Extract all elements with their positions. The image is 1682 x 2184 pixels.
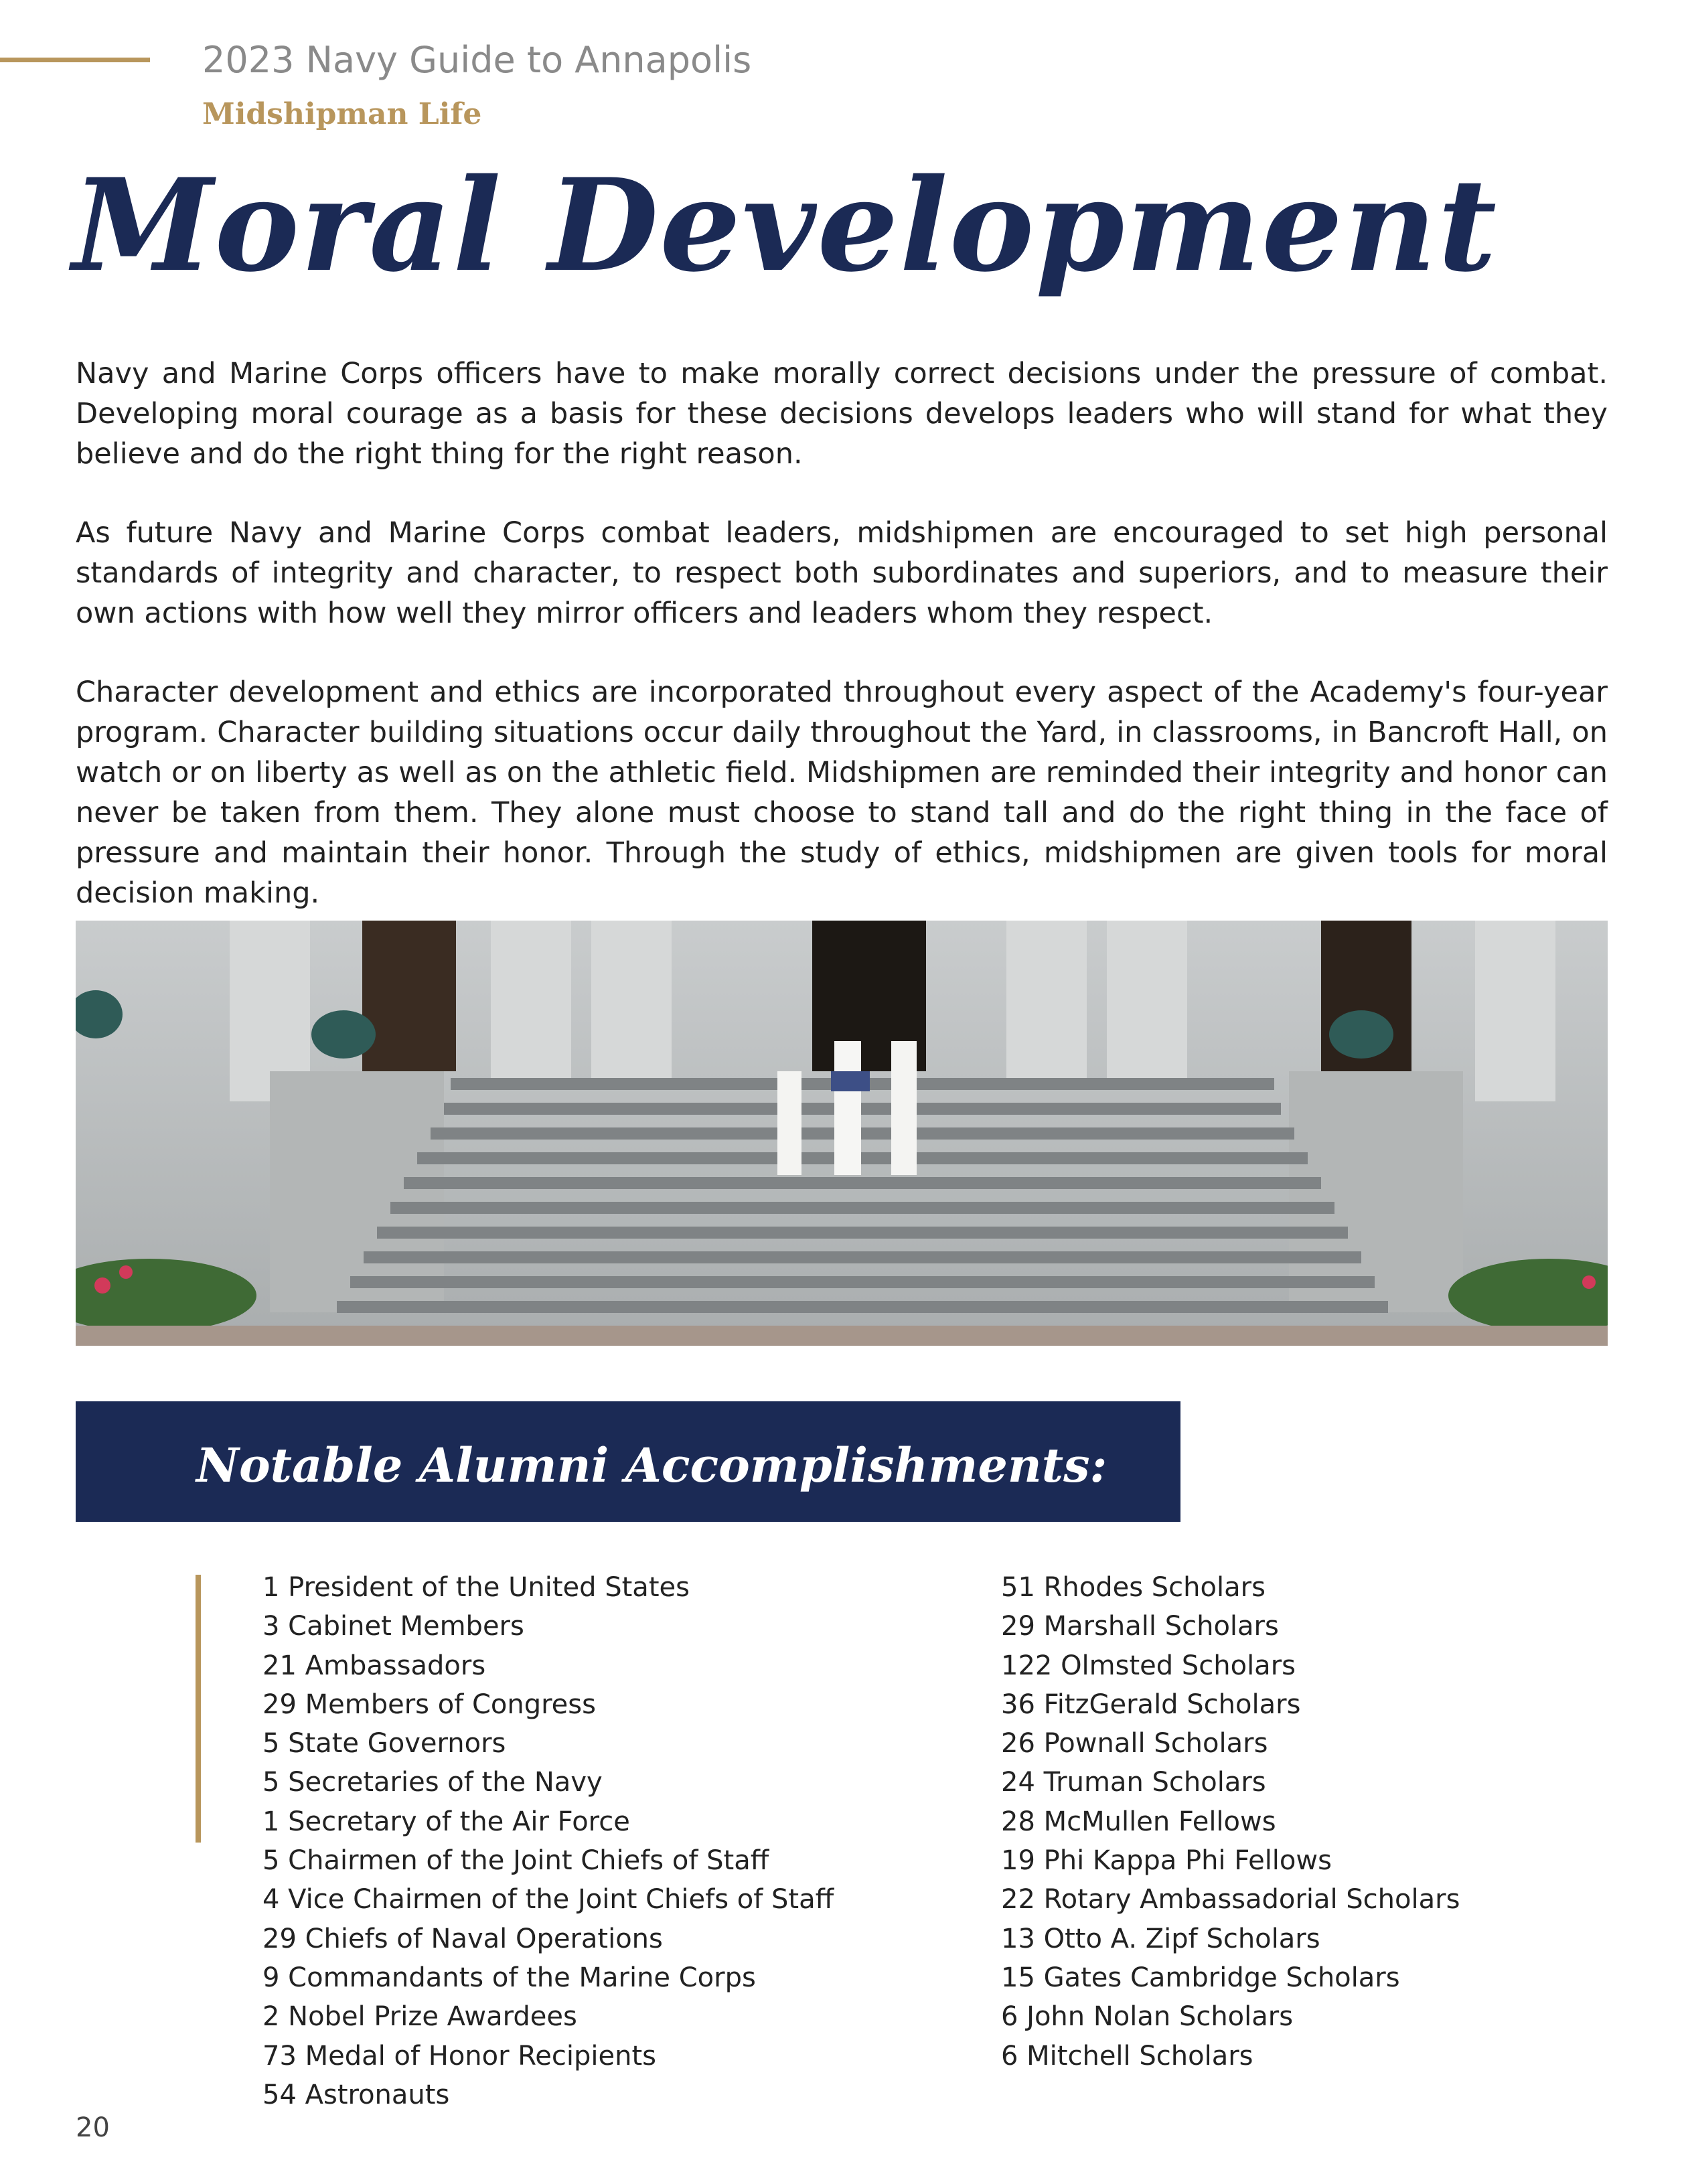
guide-title: 2023 Navy Guide to Annapolis bbox=[202, 39, 752, 81]
alumni-list-left bbox=[262, 1568, 834, 2114]
alumni-item: 24 Truman Scholars bbox=[1001, 1767, 1266, 1798]
alumni-item: 6 Mitchell Scholars bbox=[1001, 2040, 1253, 2072]
alumni-item: 4 Vice Chairmen of the Joint Chiefs of Staff bbox=[262, 1884, 834, 1916]
alumni-item: 9 Commandants of the Marine Corps bbox=[262, 1962, 756, 1993]
alumni-item: 73 Medal of Honor Recipients bbox=[262, 2040, 656, 2072]
paragraph-2: As future Navy and Marine Corps combat leaders, midshipmen are encouraged to set high personal standards of integrity and character, to respect both subordinates and superiors, and to measure their own actions with how well they mirror officers and leaders whom they respect. bbox=[76, 516, 1608, 630]
alumni-item: 54 Astronauts bbox=[262, 2079, 450, 2110]
alumni-item: 5 Secretaries of the Navy bbox=[262, 1767, 603, 1798]
page-title: Moral Development bbox=[72, 151, 1499, 300]
alumni-item: 3 Cabinet Members bbox=[262, 1611, 524, 1642]
alumni-item: 29 Marshall Scholars bbox=[1001, 1611, 1279, 1642]
alumni-item: 21 Ambassadors bbox=[262, 1650, 486, 1681]
alumni-item: 29 Chiefs of Naval Operations bbox=[262, 1923, 663, 1954]
alumni-item: 29 Members of Congress bbox=[262, 1689, 596, 1720]
alumni-heading: Notable Alumni Accomplishments: bbox=[196, 1437, 1107, 1493]
alumni-item: 15 Gates Cambridge Scholars bbox=[1001, 1962, 1400, 1993]
alumni-item: 26 Pownall Scholars bbox=[1001, 1728, 1268, 1760]
alumni-gold-rule bbox=[196, 1575, 201, 1843]
alumni-item: 1 Secretary of the Air Force bbox=[262, 1806, 630, 1837]
alumni-list-right bbox=[1001, 1568, 1460, 2076]
alumni-item: 51 Rhodes Scholars bbox=[1001, 1572, 1266, 1603]
alumni-item: 22 Rotary Ambassadorial Scholars bbox=[1001, 1884, 1460, 1916]
alumni-banner bbox=[76, 1401, 1180, 1522]
alumni-item: 2 Nobel Prize Awardees bbox=[262, 2001, 577, 2033]
alumni-item: 5 State Governors bbox=[262, 1728, 506, 1760]
paragraph-1: Navy and Marine Corps officers have to make morally correct decisions under the pressure of combat. Developing moral courage as a basis for these decisions develops leaders who will stand for what they believe and do the right thing for the right reason. bbox=[76, 357, 1608, 471]
alumni-item: 19 Phi Kappa Phi Fellows bbox=[1001, 1845, 1332, 1877]
alumni-item: 36 FitzGerald Scholars bbox=[1001, 1689, 1301, 1720]
alumni-item: 122 Olmsted Scholars bbox=[1001, 1650, 1296, 1681]
alumni-item: 1 President of the United States bbox=[262, 1572, 690, 1603]
alumni-item: 13 Otto A. Zipf Scholars bbox=[1001, 1923, 1320, 1954]
academy-steps-photo bbox=[76, 921, 1608, 1346]
header-gold-rule bbox=[0, 58, 150, 62]
page-number: 20 bbox=[76, 2112, 110, 2143]
paragraph-3: Character development and ethics are incorporated throughout every aspect of the Academy's four-year program. Character building situations occur daily throughout the Yard, in classrooms, in Bancroft Hall, on watch or on liberty as well as on the athletic field. Midshipmen are reminded their integrity and honor can never be taken from them. They alone must choose to stand tall and do the right thing in the face of pressure and maintain their honor. Through the study of ethics, midshipmen are given tools for moral decision making. bbox=[76, 676, 1608, 910]
section-label: Midshipman Life bbox=[202, 97, 482, 131]
alumni-item: 6 John Nolan Scholars bbox=[1001, 2001, 1294, 2033]
alumni-item: 5 Chairmen of the Joint Chiefs of Staff bbox=[262, 1845, 769, 1877]
alumni-item: 28 McMullen Fellows bbox=[1001, 1806, 1276, 1837]
